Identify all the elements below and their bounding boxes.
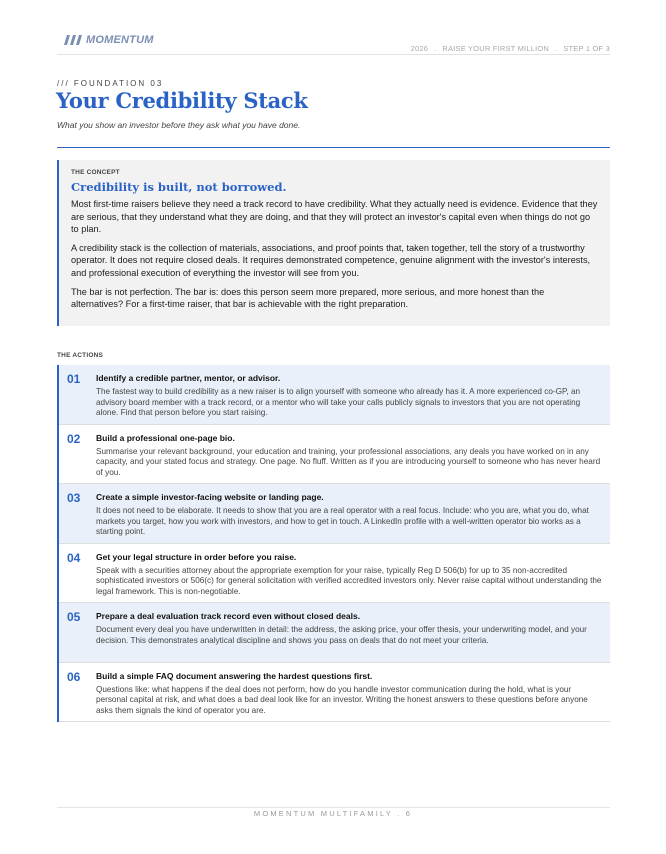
actions-label: THE ACTIONS <box>57 352 104 359</box>
action-number: 02 <box>67 431 81 446</box>
concept-heading: Credibility is built, not borrowed. <box>71 180 287 194</box>
action-body: Speak with a securities attorney about the appropriate exemption for your raise, typically Reg D 506(b) for up to 35 non-accredited sophisticated investors or 506(c) for general solicitation with verified accredited investors only. Never raise capital without understanding the legal framework. This is non-negotiable. <box>96 565 602 596</box>
actions-list <box>57 365 610 722</box>
action-number: 01 <box>67 372 81 386</box>
action-body: Summarise your relevant background, your education and training, your professional associations, any deals you have worked on in any capacity, and your stated focus and strategy. One page. No fluff. Written as if you are introducing yourself to someone who has never heard of you. <box>96 446 601 477</box>
action-title: Build a professional one-page bio. <box>96 432 235 443</box>
action-body: The fastest way to build credibility as a new raiser is to align yourself with someone who already has it. A more experienced co-GP, an advisory board member with a track record, or a mentor who will take your calls publicly signals to investors that you are not operating alone. Find that person before you start raising. <box>96 387 581 418</box>
concept-box <box>57 160 610 326</box>
action-title: Build a simple FAQ document answering the hardest questions first. <box>96 670 373 681</box>
action-number: 06 <box>67 669 81 684</box>
action-number: 03 <box>67 491 81 505</box>
section-eyebrow: /// FOUNDATION 03 <box>57 79 164 88</box>
slanted-bars-icon <box>64 35 83 45</box>
action-item <box>59 544 610 604</box>
concept-paragraph: Most first-time raisers believe they need a track record to have credibility. What they actually need is evidence. Evidence that they are serious, that they understand what they are doing, and that they will protect an investor's capital even when things do not go to plan. <box>71 199 598 235</box>
header-step: STEP 1 OF 3 <box>563 44 610 53</box>
header-program: RAISE YOUR FIRST MILLION <box>442 44 550 53</box>
action-item <box>59 425 610 485</box>
logo-text: MOMENTUM <box>86 34 154 46</box>
concept-label: THE CONCEPT <box>71 169 120 176</box>
page-title: Your Credibility Stack <box>56 88 308 113</box>
footer-divider <box>57 807 610 808</box>
logo <box>64 34 154 46</box>
header-separator: . <box>555 44 558 53</box>
page-footer: MOMENTUM MULTIFAMILY . 6 <box>253 809 413 818</box>
action-number: 05 <box>67 610 81 624</box>
header-year: 2026 <box>410 44 429 53</box>
title-divider <box>57 147 610 148</box>
concept-paragraph: The bar is not perfection. The bar is: does this person seem more prepared, more serious, and more honest than the alternatives? For a first-time raiser, that bar is achievable with the right preparation. <box>71 286 545 310</box>
action-item <box>59 484 610 544</box>
header-meta <box>411 44 610 53</box>
action-item <box>59 663 610 723</box>
action-number: 04 <box>67 550 81 565</box>
action-title: Identify a credible partner, mentor, or advisor. <box>96 373 281 383</box>
concept-paragraph: A credibility stack is the collection of materials, associations, and proof points that, taken together, tell the story of a trustworthy operator. It does not require closed deals. It requires demonstrated competence, genuine alignment with the investor's interests, and professional execution of everything the investor will see from you. <box>71 242 591 278</box>
action-body: It does not need to be elaborate. It needs to show that you are a real operator with a real focus. Include: who you are, what you do, what markets you target, how you work with investors, and how to get in touch. A LinkedIn profile with a well-written operator bio works as a starting point. <box>96 506 589 537</box>
action-title: Create a simple investor-facing website or landing page. <box>96 492 324 502</box>
action-body: Document every deal you have underwritten in detail: the address, the asking price, your offer thesis, your underwriting model, and your decision. This demonstrates analytical discipline and shows you pass on deals that do not meet your criteria. <box>96 625 587 645</box>
action-body: Questions like: what happens if the deal does not perform, how do you handle investor communication during the hold, what is your personal capital at risk, and what does a bad deal look like for an investor. Writing the honest answers to these questions before anyone asks them signals the kind of operator you are. <box>96 684 588 715</box>
header-separator: . <box>434 44 437 53</box>
page-subtitle: What you show an investor before they ask what you have done. <box>57 120 301 130</box>
action-item <box>59 365 610 425</box>
action-item <box>59 603 610 663</box>
action-title: Prepare a deal evaluation track record even without closed deals. <box>96 611 361 621</box>
action-title: Get your legal structure in order before you raise. <box>96 551 297 562</box>
page-header <box>57 33 610 55</box>
